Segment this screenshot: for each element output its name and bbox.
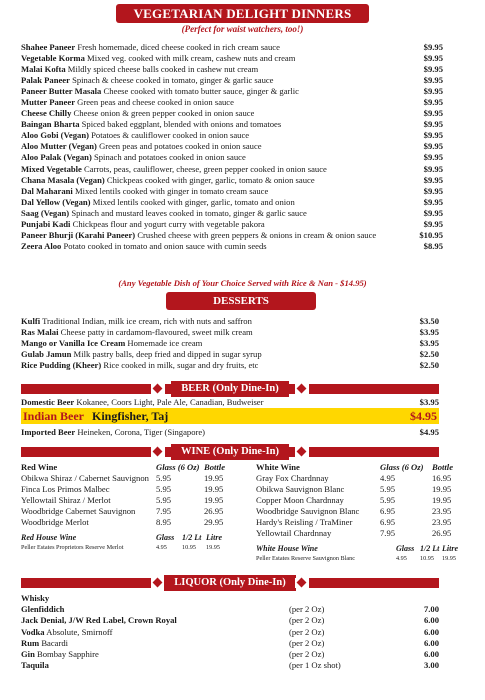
veg-subtitle: (Perfect for waist watchers, too!) — [181, 24, 304, 34]
liquor-desc: Bombay Sapphire — [37, 649, 99, 660]
item-name: Dal Yellow (Vegan) — [21, 196, 91, 207]
wine-glass-price: 6.95 — [380, 517, 396, 527]
item-desc: Crushed cheese with green peppers & onions in cream & onion sauce — [137, 229, 377, 240]
item-text — [21, 230, 376, 241]
liquor-item-list — [21, 593, 443, 671]
wine-glass-price: 8.95 — [156, 517, 172, 527]
item-desc: Spinach & cheese cooked in tomato, ginger & garlic sauce — [72, 75, 274, 86]
item-price: $3.95 — [419, 327, 439, 338]
wine-bottle-price: 26.95 — [204, 506, 224, 516]
menu-item-row — [21, 208, 443, 219]
item-desc: Chickpeas cooked with ginger, garlic, tomato & onion sauce — [106, 174, 315, 185]
imported-beer-row — [21, 427, 439, 438]
house-glass-heading: Glass — [396, 544, 415, 553]
item-text — [21, 141, 262, 152]
item-price: $2.50 — [419, 349, 439, 360]
liquor-price: 6.00 — [423, 615, 439, 626]
menu-item-row — [21, 42, 443, 53]
red-wine-column — [21, 462, 243, 552]
liquor-qty: (per 2 Oz) — [289, 637, 325, 648]
item-text — [21, 327, 253, 338]
liquor-price: 6.00 — [423, 649, 439, 660]
menu-item-row — [21, 97, 443, 108]
indian-beer-highlight — [21, 408, 439, 424]
wine-glass-price: 7.95 — [380, 528, 396, 538]
liquor-price: 7.00 — [423, 604, 439, 615]
wine-glass-price: 7.95 — [156, 506, 172, 516]
liquor-desc: Bacardi — [41, 637, 69, 648]
beer-section-title: BEER (Only Dine-In) — [171, 381, 288, 397]
item-text — [21, 130, 249, 141]
item-name: Mutter Paneer — [21, 97, 76, 108]
diamond-ornament-icon — [295, 447, 309, 457]
menu-item-row — [21, 86, 443, 97]
liquor-name: Vodka — [21, 626, 45, 637]
wine-section-title: WINE (Only Dine-In) — [171, 444, 289, 460]
item-desc: Rice cooked in milk, sugar and dry fruits, etc — [103, 360, 259, 371]
liquor-desc: Absolute, Smirnoff — [46, 626, 113, 637]
item-price: $9.95 — [423, 218, 443, 229]
item-desc: Mixed lentils cooked with ginger in tomato cream sauce — [74, 185, 269, 196]
item-text — [21, 152, 246, 163]
house-glass-heading: Glass — [156, 533, 175, 542]
item-price: $9.95 — [423, 53, 443, 64]
menu-item-row — [21, 241, 443, 252]
item-desc: Heineken, Corona, Tiger (Singapore) — [77, 427, 206, 437]
item-price: $9.95 — [423, 108, 443, 119]
item-desc: Mixed lentils cooked with ginger, garlic, tomato and onion — [92, 196, 295, 207]
glass-heading: Glass (6 Oz) — [380, 462, 424, 472]
item-price: $3.95 — [419, 397, 439, 407]
item-name: Vegetable Korma — [21, 53, 85, 64]
wine-bottle-price: 23.95 — [432, 517, 452, 527]
menu-item-row — [21, 186, 443, 197]
liquor-text — [21, 660, 289, 671]
item-desc: Traditional Indian, milk ice cream, rich with nuts and saffron — [42, 316, 252, 326]
liquor-section-title: LIQUOR (Only Dine-In) — [164, 575, 295, 591]
item-name: Ras Malai — [21, 327, 59, 338]
red-wine-heading: Red Wine — [21, 462, 58, 472]
item-text — [21, 338, 202, 349]
menu-item-row — [21, 152, 443, 163]
house-litre-heading: Litre — [206, 533, 222, 542]
liquor-qty: (per 2 Oz) — [289, 604, 325, 615]
item-desc: Green peas and potatoes cooked in onion sauce — [99, 141, 262, 152]
bottle-heading: Bottle — [204, 462, 226, 472]
diamond-ornament-icon — [295, 578, 309, 588]
item-text — [21, 316, 252, 327]
liquor-qty: (per 2 Oz) — [289, 649, 325, 660]
item-price: $9.95 — [423, 64, 443, 75]
wine-glass-price: 4.95 — [380, 473, 396, 483]
item-price: $3.50 — [419, 316, 439, 326]
wine-glass-price: 6.95 — [380, 506, 396, 516]
white-wine-heading: White Wine — [256, 462, 300, 472]
house-half-heading: 1/2 Lt — [420, 544, 440, 553]
item-name: Chana Masala (Vegan) — [21, 174, 105, 185]
item-desc: Green peas and cheese cooked in onion sauce — [77, 97, 234, 108]
liquor-row — [21, 604, 443, 615]
item-name: Shahee Paneer — [21, 42, 76, 52]
item-text — [21, 42, 280, 53]
menu-item-row — [21, 338, 439, 349]
item-desc: Carrots, peas, cauliflower, cheese, green pepper cooked in onion sauce — [84, 163, 327, 174]
wine-name: Yellowtail Chardnnay — [256, 528, 332, 538]
item-name: Imported Beer — [21, 427, 76, 437]
item-name: Rice Pudding (Kheer) — [21, 360, 102, 371]
item-desc: Spinach and potatoes cooked in onion sauce — [93, 152, 246, 163]
liquor-text — [21, 604, 289, 615]
liquor-price: 6.00 — [423, 626, 439, 637]
item-price: $9.95 — [423, 119, 443, 130]
house-glass-price: 4.95 — [156, 544, 167, 551]
white-wine-column — [256, 462, 466, 563]
item-desc: Potato cooked in tomato and onion sauce with cumin seeds — [63, 240, 267, 251]
house-litre-price: 19.95 — [206, 544, 220, 551]
item-text — [21, 108, 254, 119]
wine-bottle-price: 19.95 — [432, 484, 452, 494]
item-name: Zeera Aloo — [21, 240, 62, 251]
menu-item-row — [21, 175, 443, 186]
wine-bottle-price: 19.95 — [204, 484, 224, 494]
domestic-beer-row — [21, 397, 439, 408]
wine-name: Yellowtail Shiraz / Merlot — [21, 495, 111, 505]
menu-item-row — [21, 64, 443, 75]
menu-item-row — [21, 349, 439, 360]
liquor-name: Rum — [21, 637, 40, 648]
liquor-row — [21, 660, 443, 671]
menu-item-row — [21, 164, 443, 175]
item-desc: Chickpeas flour and yogurt curry with vegetable pakora — [72, 218, 265, 229]
item-name: Indian Beer — [23, 408, 85, 423]
item-text — [21, 64, 258, 75]
menu-item-row — [21, 360, 439, 371]
veg-combo-note: (Any Vegetable Dish of Your Choice Served with Rice & Nan - $14.95) — [118, 278, 367, 288]
item-name: Cheese Chilly — [21, 108, 72, 119]
item-price: $9.95 — [423, 152, 443, 163]
liquor-text — [21, 627, 289, 638]
menu-item-row — [21, 108, 443, 119]
item-desc: Spinach and mustard leaves cooked in tomato, ginger & garlic sauce — [71, 207, 307, 218]
house-wine-name: Peller Estates Proprietors Reserve Merlot — [21, 544, 124, 551]
item-price: $9.95 — [423, 207, 443, 218]
menu-item-row — [21, 141, 443, 152]
liquor-name: Taquila — [21, 660, 49, 671]
item-name: Domestic Beer — [21, 397, 75, 407]
liquor-name: Jack Denial, J/W Red Label, Crown Royal — [21, 615, 177, 626]
item-text — [21, 241, 267, 252]
item-price: $4.95 — [419, 427, 439, 437]
wine-glass-price: 5.95 — [380, 495, 396, 505]
wine-bottle-price: 16.95 — [432, 473, 452, 483]
liquor-name: Gin — [21, 649, 35, 660]
liquor-text — [21, 649, 289, 660]
item-desc: Fresh homemade, diced cheese cooked in rich cream sauce — [77, 42, 280, 52]
menu-item-row — [21, 130, 443, 141]
item-name: Aloo Palak (Vegan) — [21, 152, 92, 163]
wine-name: Woodbridge Cabernet Sauvignon — [21, 506, 136, 516]
item-name: Dal Maharani — [21, 185, 73, 196]
item-name: Gulab Jamun — [21, 349, 72, 360]
item-price: $9.95 — [423, 141, 443, 152]
item-text — [21, 219, 265, 230]
item-desc: Mixed veg. cooked with milk cream, cashew nuts and cream — [87, 53, 296, 64]
item-price: $9.95 — [423, 196, 443, 207]
wine-bottle-price: 26.95 — [432, 528, 452, 538]
liquor-row — [21, 615, 443, 626]
wine-name: Woodbridge Merlot — [21, 517, 89, 527]
item-text — [21, 360, 258, 371]
whisky-heading: Whisky — [21, 593, 50, 603]
liquor-row — [21, 638, 443, 649]
item-name: Kulfi — [21, 316, 41, 326]
item-text — [21, 208, 307, 219]
diamond-ornament-icon — [151, 578, 165, 588]
item-name: Palak Paneer — [21, 75, 70, 86]
dessert-item-list — [21, 316, 439, 371]
wine-bottle-price: 29.95 — [204, 517, 224, 527]
item-text — [21, 53, 295, 64]
wine-glass-price: 5.95 — [156, 484, 172, 494]
item-price: $9.95 — [423, 185, 443, 196]
item-desc: Mildly spiced cheese balls cooked in cashew nut cream — [67, 64, 259, 75]
item-text — [21, 75, 274, 86]
liquor-qty: (per 1 Oz shot) — [289, 660, 341, 671]
wine-bottle-price: 23.95 — [432, 506, 452, 516]
item-price: $9.95 — [423, 97, 443, 108]
veg-section-title: VEGETARIAN DELIGHT DINNERS — [116, 4, 369, 23]
wine-name: Copper Moon Chardnnay — [256, 495, 344, 505]
house-half-price: 10.95 — [420, 555, 434, 562]
liquor-qty: (per 2 Oz) — [289, 615, 325, 626]
item-text — [21, 97, 234, 108]
item-name: Paneer Butter Masala — [21, 86, 102, 97]
house-glass-price: 4.95 — [396, 555, 407, 562]
white-house-wine — [256, 544, 466, 563]
item-price: $10.95 — [419, 229, 443, 240]
item-text — [21, 119, 281, 130]
item-name: Aloo Gobi (Vegan) — [21, 130, 89, 141]
item-desc: Cheese cooked with tomato butter sauce, ginger & garlic — [103, 86, 299, 97]
wine-name: Hardy's Reisling / TraMiner — [256, 517, 353, 527]
item-desc: Kokanee, Coors Light, Pale Ale, Canadian, Budweiser — [76, 397, 264, 407]
item-text — [21, 186, 268, 197]
menu-item-row — [21, 119, 443, 130]
item-price: $3.95 — [419, 338, 439, 349]
wine-bottle-price: 19.95 — [204, 495, 224, 505]
item-desc: Kingfisher, Taj — [92, 408, 169, 423]
liquor-text — [21, 638, 289, 649]
house-heading: Red House Wine — [21, 533, 77, 542]
bottle-heading: Bottle — [432, 462, 454, 472]
house-litre-price: 19.95 — [442, 555, 456, 562]
white-wine-table — [256, 462, 466, 539]
house-heading: White House Wine — [256, 544, 318, 553]
item-text — [21, 164, 327, 175]
item-price: $9.95 — [423, 163, 443, 174]
wine-glass-price: 5.95 — [156, 495, 172, 505]
red-wine-table — [21, 462, 243, 528]
item-desc: Homemade ice cream — [127, 338, 203, 349]
liquor-name: Glenfiddich — [21, 604, 65, 615]
item-price: $9.95 — [423, 42, 443, 52]
desserts-section-title: DESSERTS — [166, 292, 316, 310]
item-price: $9.95 — [423, 130, 443, 141]
house-litre-heading: Litre — [442, 544, 458, 553]
diamond-ornament-icon — [151, 384, 165, 394]
wine-name: Gray Fox Chardnnay — [256, 473, 329, 483]
house-wine-name: Peller Estates Reserve Sauvignon Blanc — [256, 555, 355, 562]
item-desc: Milk pastry balls, deep fried and dipped in sugar syrup — [73, 349, 262, 360]
item-text — [21, 175, 315, 186]
menu-item-row — [21, 197, 443, 208]
wine-glass-price: 5.95 — [380, 484, 396, 494]
item-price: $4.95 — [410, 408, 437, 423]
item-name: Aloo Mutter (Vegan) — [21, 141, 97, 152]
liquor-price: 6.00 — [423, 637, 439, 648]
menu-item-row — [21, 219, 443, 230]
beer-section-header — [21, 381, 439, 397]
item-text — [21, 86, 299, 97]
wine-section-header — [21, 444, 439, 460]
liquor-price: 3.00 — [423, 660, 439, 671]
item-name: Saag (Vegan) — [21, 207, 70, 218]
liquor-row — [21, 649, 443, 660]
menu-item-row — [21, 327, 439, 338]
item-price: $2.50 — [419, 360, 439, 371]
liquor-section-header — [21, 575, 439, 591]
item-price: $8.95 — [423, 240, 443, 251]
item-desc: Potatoes & cauliflower cooked in onion sauce — [91, 130, 250, 141]
item-name: Punjabi Kadi — [21, 218, 71, 229]
menu-item-row — [21, 75, 443, 86]
liquor-qty: (per 2 Oz) — [289, 626, 325, 637]
item-price: $9.95 — [423, 174, 443, 185]
wine-glass-price: 5.95 — [156, 473, 172, 483]
red-house-wine — [21, 533, 243, 552]
item-desc: Spiced baked eggplant, blended with onions and tomatoes — [81, 119, 282, 130]
menu-item-row — [21, 316, 439, 327]
item-name: Malai Kofta — [21, 64, 66, 75]
item-price: $9.95 — [423, 75, 443, 86]
house-half-heading: 1/2 Lt — [182, 533, 202, 542]
item-desc: Cheese patty in cardamom-flavoured, sweet milk cream — [60, 327, 253, 338]
item-text — [21, 349, 262, 360]
wine-name: Obikwa Sauvignon Blanc — [256, 484, 345, 494]
wine-name: Obikwa Shiraz / Cabernet Sauvignon — [21, 473, 149, 483]
diamond-ornament-icon — [151, 447, 165, 457]
veg-item-list — [21, 42, 443, 252]
item-name: Baingan Bharta — [21, 119, 80, 130]
wine-name: Finca Los Primos Malbec — [21, 484, 110, 494]
item-price: $9.95 — [423, 86, 443, 97]
diamond-ornament-icon — [295, 384, 309, 394]
liquor-text — [21, 615, 289, 626]
glass-heading: Glass (6 Oz) — [156, 462, 200, 472]
item-desc: Cheese onion & green pepper cooked in onion sauce — [73, 108, 255, 119]
liquor-row — [21, 627, 443, 638]
item-name: Mixed Vegetable — [21, 163, 82, 174]
wine-name: Woodbridge Sauvignon Blanc — [256, 506, 360, 516]
wine-bottle-price: 19.95 — [432, 495, 452, 505]
item-name: Paneer Bhurji (Karahi Paneer) — [21, 229, 136, 240]
house-half-price: 10.95 — [182, 544, 196, 551]
item-text — [21, 197, 295, 208]
menu-item-row — [21, 53, 443, 64]
item-name: Mango or Vanilla Ice Cream — [21, 338, 126, 349]
menu-item-row — [21, 230, 443, 241]
wine-bottle-price: 19.95 — [204, 473, 224, 483]
